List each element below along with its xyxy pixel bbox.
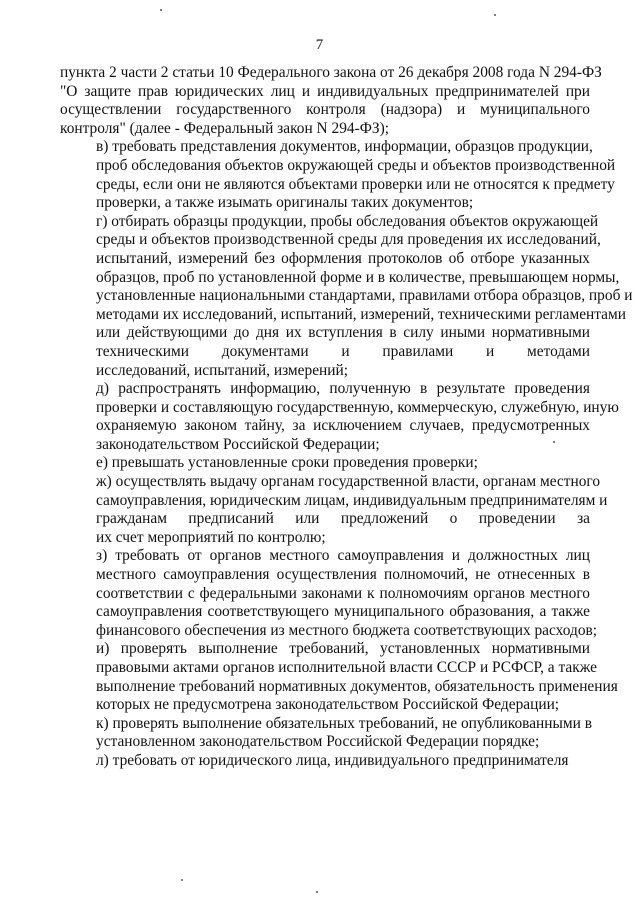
text-line: проверки и составляющую государственную, коммерческую, служебную, иную xyxy=(96,398,619,416)
text-line: исследований, испытаний, измерений; xyxy=(96,361,349,379)
paragraph xyxy=(60,454,590,473)
text-line: и) проверять выполнение требований, установленных нормативными xyxy=(96,640,590,658)
text-line: самоуправления, юридическим лицам, индивидуальным предпринимателям и xyxy=(96,491,608,509)
text-line: осуществлении государственного контроля (надзора) и муниципального xyxy=(60,101,590,119)
text-line: охраняемую законом тайну, за исключением случаев, предусмотренных xyxy=(96,417,590,435)
paragraph xyxy=(60,380,619,454)
paragraph xyxy=(60,212,633,380)
text-line: методами их исследований, испытаний, измерений, техническими регламентами xyxy=(96,305,626,323)
scan-speck xyxy=(181,879,183,881)
text-line: в) требовать представления документов, информации, образцов продукции, xyxy=(96,138,593,156)
text-line: техническими документами и правилами и методами xyxy=(96,342,590,360)
scan-speck xyxy=(494,14,496,16)
text-line: пункта 2 части 2 статьи 10 Федерального закона от 26 декабря 2008 года N 294-ФЗ xyxy=(60,64,602,81)
text-line: самоуправления соответствующего муниципального образования, а также xyxy=(96,603,590,621)
text-line: образцов, проб по установленной форме и в количестве, превышающем нормы, xyxy=(96,268,620,286)
paragraph xyxy=(60,64,602,138)
text-line: законодательством Российской Федерации; xyxy=(96,435,380,453)
text-line: их счет мероприятий по контролю; xyxy=(96,528,326,546)
text-line: г) отбирать образцы продукции, пробы обследования объектов окружающей xyxy=(96,212,599,230)
text-line: л) требовать от юридического лица, индивидуального предпринимателя xyxy=(96,751,569,769)
text-line: среды и объектов производственной среды для проведения их исследований, xyxy=(96,231,601,249)
paragraph xyxy=(60,473,608,547)
paragraph xyxy=(60,138,616,212)
paragraph xyxy=(60,547,598,640)
text-line: или действующими до дня их вступления в силу иными нормативными xyxy=(96,324,590,342)
text-line: з) требовать от органов местного самоуправления и должностных лиц xyxy=(96,547,590,565)
text-line: соответствии с федеральными законами к полномочиям органов местного xyxy=(96,584,590,602)
text-line: проб обследования объектов окружающей среды и объектов производственной xyxy=(96,156,616,174)
text-line: контроля" (далее - Федеральный закон N 294-ФЗ); xyxy=(60,119,390,137)
paragraph xyxy=(60,715,590,752)
scan-speck xyxy=(160,9,162,11)
text-line: местного самоуправления осуществления полномочий, не отнесенных в xyxy=(96,566,590,584)
document-body xyxy=(60,64,633,771)
paragraph xyxy=(60,640,618,714)
text-line: испытаний, измерений без оформления протоколов об отборе указанных xyxy=(96,249,590,267)
text-line: е) превышать установленные сроки проведения проверки; xyxy=(96,454,478,472)
text-line: гражданам предписаний или предложений о проведении за xyxy=(96,510,590,528)
text-line: финансового обеспечения из местного бюджета соответствующих расходов; xyxy=(96,621,598,639)
text-line: д) распространять информацию, полученную в результате проведения xyxy=(96,380,590,398)
text-line: среды, если они не являются объектами проверки или не относятся к предмету xyxy=(96,175,615,193)
scan-speck xyxy=(553,441,555,443)
text-line: к) проверять выполнение обязательных требований, не опубликованными в xyxy=(96,714,592,732)
text-line: установленные национальными стандартами, правилами отбора образцов, проб и xyxy=(96,287,633,305)
text-line: правовыми актами органов исполнительной власти СССР и РСФСР, а также xyxy=(96,659,597,676)
page-number: 7 xyxy=(315,37,324,53)
scan-speck xyxy=(316,891,318,893)
text-line: которых не предусмотрена законодательством Российской Федерации; xyxy=(96,696,560,714)
text-line: выполнение требований нормативных документов, обязательность применения xyxy=(96,677,618,695)
paragraph xyxy=(60,752,590,771)
text-line: установленном законодательством Российской Федерации порядке; xyxy=(96,733,540,751)
text-line: "О защите прав юридических лиц и индивидуальных предпринимателей при xyxy=(60,82,590,100)
text-line: ж) осуществлять выдачу органам государственной власти, органам местного xyxy=(96,473,601,491)
text-line: проверки, а также изымать оригиналы таких документов; xyxy=(96,194,474,212)
